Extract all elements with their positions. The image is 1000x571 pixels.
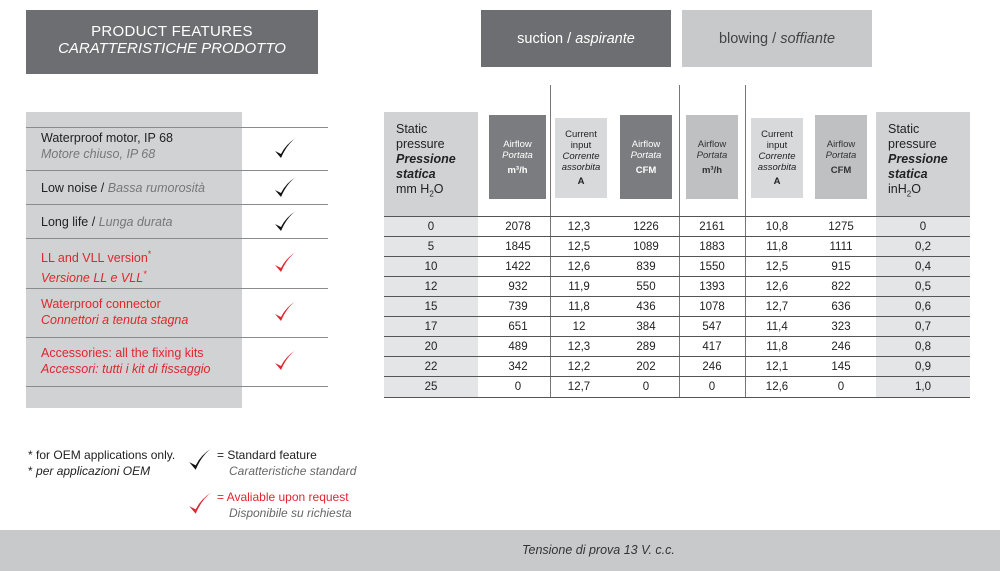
check-red-icon (272, 348, 298, 374)
suction-airflow-cfm-cell: 384 (636, 321, 656, 333)
check-icon (272, 175, 298, 201)
blowing-airflow-cfm-cell: 246 (831, 341, 851, 353)
suction-airflow-cfm-cell: 839 (636, 261, 656, 273)
suction-airflow-cfm-cell: 436 (636, 301, 656, 313)
feature-label-en: Waterproof motor, IP 68 (41, 131, 174, 145)
asterisk: * (147, 249, 152, 259)
blowing-current-header (751, 118, 803, 198)
blowing-airflow-cfm-cell: 323 (831, 321, 851, 333)
table-row (384, 376, 970, 396)
blowing-airflow-cfm-cell: 915 (831, 261, 851, 273)
table-row (384, 336, 970, 356)
product-features-title-en: PRODUCT FEATURES (91, 23, 253, 40)
static-in-cell: 0,6 (915, 301, 931, 313)
suction-label-en: suction (517, 30, 564, 47)
static-in-cell: 0,5 (915, 281, 931, 293)
blowing-current-cell: 11,8 (766, 241, 788, 253)
suction-airflow-m3h-header (489, 115, 546, 199)
table-row (384, 296, 970, 316)
product-features-title-it: CARATTERISTICHE PRODOTTO (58, 40, 286, 57)
blowing-current-cell: 12,6 (765, 381, 789, 393)
suction-airflow-cfm-cell: 289 (636, 341, 656, 353)
suction-current-cell: 11,8 (568, 301, 590, 313)
blowing-label-en: blowing (718, 30, 769, 47)
suction-current-cell: 12,3 (567, 341, 591, 353)
blowing-airflow-m3h-cell: 0 (708, 381, 716, 393)
header-line: statica (396, 167, 436, 181)
blowing-airflow-m3h-cell: 2161 (699, 221, 725, 233)
suction-current-cell: 11,9 (568, 281, 590, 293)
standard-feature-legend (217, 447, 356, 479)
suction-airflow-cfm-cell: 1226 (633, 221, 659, 233)
static-in-cell: 0 (919, 221, 927, 233)
static-pressure-mm-header (384, 112, 478, 216)
header-line: Pressione (396, 152, 456, 166)
static-mm-cell: 10 (424, 261, 438, 273)
static-in-cell: 0,9 (915, 361, 931, 373)
header-line: Airflow (826, 138, 856, 150)
header-line: input (570, 140, 592, 151)
blowing-airflow-m3h-cell: 417 (702, 341, 722, 353)
asterisk: * (28, 448, 33, 462)
feature-label-en: LL and VLL version (41, 251, 148, 266)
suction-current-header (555, 118, 607, 198)
header-line: O (433, 182, 444, 196)
header-line: Static (888, 122, 920, 136)
header-line: inH (888, 182, 907, 196)
check-red-icon (272, 299, 298, 325)
feature-label-en: Long life (41, 215, 89, 229)
header-line: Portata (825, 149, 857, 161)
request-legend-en: = Avaliable upon request (217, 490, 349, 504)
suction-label-it: aspirante (575, 30, 635, 47)
header-unit: A (577, 176, 585, 187)
check-red-icon (272, 250, 298, 276)
feature-label-it: Motore chiuso, IP 68 (41, 147, 156, 161)
on-request-legend (217, 489, 352, 521)
feature-divider (26, 386, 328, 387)
suction-current-cell: 12,5 (567, 241, 591, 253)
suction-airflow-cfm-cell: 0 (642, 381, 650, 393)
slash: / (567, 30, 572, 47)
static-in-cell: 0,8 (915, 341, 931, 353)
asterisk: * (28, 464, 33, 478)
feature-divider (26, 238, 328, 239)
header-line: Portata (696, 149, 728, 161)
header-line: statica (888, 167, 928, 181)
suction-airflow-m3h-cell: 342 (508, 361, 528, 373)
blowing-current-cell: 12,1 (765, 361, 789, 373)
table-row (384, 236, 970, 256)
feature-item-accessories (41, 345, 211, 377)
blowing-current-cell: 12,7 (765, 301, 789, 313)
suction-airflow-cfm-header (620, 115, 672, 199)
header-unit: A (773, 176, 781, 187)
feature-item-long-life: Long life / Lunga durata (41, 215, 173, 229)
table-row (384, 276, 970, 296)
header-line: mm H (396, 182, 430, 196)
static-mm-cell: 5 (427, 241, 435, 253)
blowing-airflow-m3h-cell: 1883 (699, 241, 725, 253)
static-mm-cell: 12 (424, 281, 438, 293)
product-features-header (26, 10, 318, 74)
static-pressure-inh2o-header (876, 112, 970, 216)
subscript: 2 (906, 189, 912, 199)
feature-item-waterproof-motor (41, 130, 173, 162)
blowing-airflow-m3h-cell: 547 (702, 321, 722, 333)
blowing-airflow-cfm-cell: 0 (837, 381, 845, 393)
oem-note-it: per applicazioni OEM (36, 464, 151, 478)
blowing-airflow-m3h-header (686, 115, 738, 199)
feature-label-it: Connettori a tenuta stagna (41, 313, 189, 327)
feature-label-en: Low noise (41, 181, 98, 195)
header-unit: m³/h (507, 164, 528, 176)
feature-item-waterproof-connector (41, 296, 188, 328)
header-line: Corrente (562, 151, 600, 162)
blowing-airflow-m3h-cell: 1393 (699, 281, 725, 293)
table-bottom-border (384, 397, 970, 398)
blowing-airflow-cfm-cell: 1275 (828, 221, 854, 233)
blowing-airflow-cfm-header (815, 115, 867, 199)
suction-airflow-m3h-cell: 651 (508, 321, 528, 333)
suction-airflow-m3h-cell: 489 (508, 341, 528, 353)
oem-note-en: for OEM applications only. (36, 448, 176, 462)
static-in-cell: 0,7 (915, 321, 931, 333)
subscript: 2 (429, 189, 434, 199)
header-line: Portata (630, 149, 662, 161)
blowing-airflow-cfm-cell: 822 (831, 281, 851, 293)
header-line: Corrente (758, 151, 796, 162)
header-line: pressure (888, 137, 937, 151)
header-line: Current (565, 129, 597, 140)
static-mm-cell: 15 (424, 301, 438, 313)
footer-bar (0, 530, 1000, 571)
standard-legend-it: Caratteristiche standard (229, 464, 357, 478)
header-line: O (911, 182, 921, 196)
suction-airflow-m3h-cell: 1845 (505, 241, 531, 253)
standard-legend-en: = Standard feature (217, 448, 317, 462)
header-line: Current (761, 129, 793, 140)
blowing-current-cell: 11,4 (766, 321, 788, 333)
feature-item-low-noise: Low noise / Bassa rumorosità (41, 181, 206, 195)
feature-divider (26, 204, 328, 205)
blowing-label-it: soffiante (780, 30, 836, 47)
header-line: Airflow (697, 138, 727, 150)
header-line: Static (396, 122, 428, 136)
suction-current-cell: 12 (572, 321, 586, 333)
header-line: Airflow (631, 138, 661, 150)
feature-label-en: Waterproof connector (41, 297, 161, 311)
suction-airflow-m3h-cell: 1422 (505, 261, 531, 273)
check-icon (272, 209, 298, 235)
header-line: Portata (502, 149, 533, 161)
static-in-cell: 0,2 (915, 241, 931, 253)
table-row (384, 316, 970, 336)
header-line: input (766, 140, 788, 151)
static-mm-cell: 0 (427, 221, 435, 233)
blowing-airflow-m3h-cell: 246 (702, 361, 722, 373)
slash: / (772, 30, 777, 47)
suction-current-cell: 12,7 (567, 381, 591, 393)
blowing-airflow-cfm-cell: 636 (831, 301, 851, 313)
blowing-airflow-cfm-cell: 145 (831, 361, 851, 373)
check-icon (272, 136, 298, 162)
suction-current-cell: 12,6 (567, 261, 591, 273)
static-in-cell: 1,0 (915, 381, 931, 393)
blowing-current-cell: 12,5 (765, 261, 789, 273)
feature-label-it: Accessori: tutti i kit di fissaggio (41, 362, 211, 376)
feature-label-en: Accessories: all the fixing kits (41, 346, 204, 360)
blowing-current-cell: 11,8 (766, 341, 788, 353)
static-mm-cell: 22 (424, 361, 438, 373)
feature-label-it: Lunga durata (98, 215, 173, 229)
feature-divider (26, 337, 328, 338)
header-unit: CFM (830, 164, 852, 176)
static-mm-cell: 25 (424, 381, 438, 393)
suction-airflow-m3h-cell: 0 (514, 381, 522, 393)
header-line: Airflow (503, 138, 532, 150)
static-mm-cell: 20 (424, 341, 438, 353)
suction-airflow-m3h-cell: 2078 (505, 221, 531, 233)
static-in-cell: 0,4 (915, 261, 931, 273)
check-red-icon (186, 490, 214, 518)
feature-divider (26, 170, 328, 171)
header-unit: CFM (635, 164, 657, 176)
header-line: assorbita (561, 162, 601, 173)
suction-current-cell: 12,2 (567, 361, 591, 373)
blowing-current-cell: 12,6 (765, 281, 789, 293)
check-icon (186, 446, 214, 474)
feature-label-it: Versione LL e VLL (41, 271, 144, 286)
feature-divider (26, 288, 328, 289)
blowing-current-cell: 10,8 (765, 221, 789, 233)
table-row (384, 256, 970, 276)
suction-airflow-m3h-cell: 932 (508, 281, 528, 293)
suction-current-cell: 12,3 (567, 221, 591, 233)
suction-header (481, 10, 671, 67)
suction-airflow-cfm-cell: 550 (636, 281, 656, 293)
header-unit: m³/h (701, 164, 723, 176)
request-legend-it: Disponibile su richiesta (229, 506, 352, 520)
header-line: pressure (396, 137, 445, 151)
suction-airflow-cfm-cell: 202 (636, 361, 656, 373)
blowing-airflow-cfm-cell: 1111 (829, 241, 853, 253)
header-line: assorbita (757, 162, 797, 173)
feature-divider (26, 127, 328, 128)
feature-item-ll-vll-version (41, 246, 151, 286)
blowing-airflow-m3h-cell: 1550 (699, 261, 725, 273)
blowing-airflow-m3h-cell: 1078 (699, 301, 725, 313)
feature-label-it: Bassa rumorosità (107, 181, 206, 195)
footer-text-it: Tensione di prova 13 V. c.c. (522, 543, 675, 557)
asterisk: * (143, 269, 147, 280)
table-row (384, 356, 970, 376)
suction-airflow-cfm-cell: 1089 (633, 241, 659, 253)
suction-airflow-m3h-cell: 739 (508, 301, 528, 313)
header-line: Pressione (888, 152, 948, 166)
static-mm-cell: 17 (424, 321, 438, 333)
table-row (384, 216, 970, 236)
oem-note (28, 447, 175, 479)
blowing-header (682, 10, 872, 67)
